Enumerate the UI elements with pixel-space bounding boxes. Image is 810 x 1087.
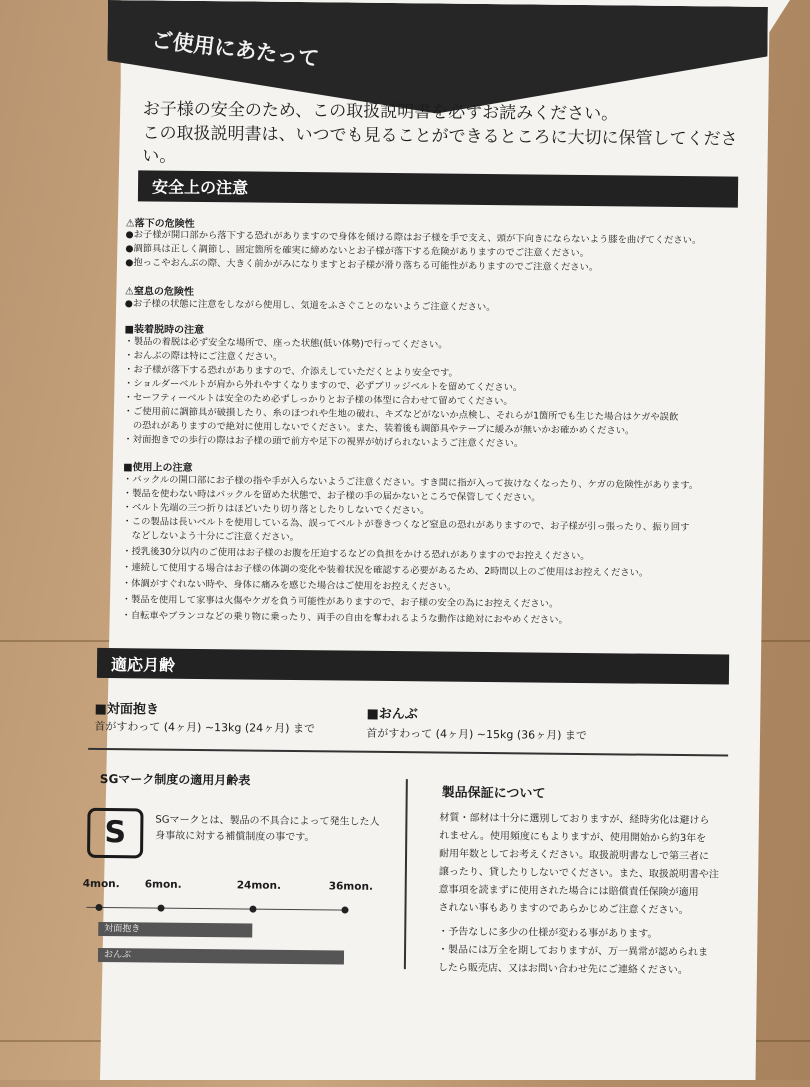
- sg-description: SGマークとは、製品の不具合によって発生した人身事故に対する補償制度の事です。: [155, 814, 380, 844]
- fall-line: ●お子様が開口部から落下する恐れがありますので身体を傾ける際はお子様を手で支え、頭が下向きにならないよう膝を曲げてください。: [125, 229, 702, 247]
- timeline-bar: 対面抱き: [98, 922, 252, 938]
- usage-line: ・バックルの開口部にお子様の指や手が入らないようご注意ください。すき間に指が入って抜けなくなったり、ケガの危険性があります。: [122, 474, 699, 492]
- header-title: ご使用にあたって: [150, 27, 321, 71]
- usage-line: ・体調がすぐれない時や、身体に痛みを感じた場合はご使用をお控えください。: [121, 578, 457, 593]
- wearing-line: ・セーフティーベルトは安全のため必ずしっかりとお子様の体型に合わせて留めてください。: [123, 392, 513, 408]
- timeline-tick-dot: [341, 906, 348, 913]
- usage-line: ・連続して使用する場合はお子様の体調の変化や装着状況を確認する必要があるため、2時間以上のご使用はお控えください。: [121, 562, 649, 579]
- timeline-tick-dot: [157, 905, 164, 912]
- wearing-line: ・おんぶの際は特にご注意ください。: [124, 350, 283, 363]
- wearing-heading: ■装着脱時の注意: [124, 324, 205, 337]
- section-title-age: 適応月齢: [97, 648, 729, 685]
- fall-heading: ⚠落下の危険性: [125, 218, 195, 230]
- warranty-line: されない事もありますのであらかじめご注意ください。: [438, 902, 689, 917]
- warranty-line: 材質・部材は十分に選別しておりますが、経時劣化は避けら: [439, 812, 710, 827]
- timeline-bar: おんぶ: [98, 948, 344, 965]
- fall-line: ●抱っこやおんぶの際、大きく前かがみになりますとお子様が滑り落ちる可能性がありますのでご注意ください。: [125, 257, 599, 274]
- timeline-tick-label: 24mon.: [236, 879, 282, 892]
- timeline-tick-label: 36mon.: [328, 880, 374, 893]
- instruction-sheet: [82, 0, 788, 1087]
- timeline-axis: [86, 907, 348, 911]
- suffocation-line: ●お子様の状態に注意をしながら使用し、気道をふさぐことのないようご注意ください。: [124, 298, 496, 314]
- divider-horizontal: [88, 748, 728, 757]
- wearing-line: ・対面抱きでの歩行の際はお子様の頭で前方や足下の視界が妨げられないようご注意ください。: [123, 434, 524, 450]
- wearing-line: ・ご使用前に調節具が破損したり、糸のほつれや生地の破れ、キズなどがないか点検し、それらが1箇所でも生じた場合はケガや誤飲: [123, 406, 679, 423]
- warranty-line: ・製品には万全を期しておりますが、万一異常が認められま: [438, 944, 709, 959]
- wearing-line: の恐れがありますので絶対に使用しないでください。また、装着後も調節具やテープに緩みが無いかお確かめください。: [123, 420, 635, 437]
- warranty-title: 製品保証について: [441, 785, 546, 802]
- wearing-line: ・お子様が落下する恐れがありますので、介添えしていただくとより安全です。: [124, 364, 458, 379]
- age-back-heading: ■おんぶ: [366, 706, 418, 723]
- age-front-heading: ■対面抱き: [94, 701, 159, 718]
- fall-line: ●調節具は正しく調節し、固定箇所を確実に締めないとお子様が落下する危険がありますのでご注意ください。: [125, 243, 590, 260]
- usage-line: ・自転車やブランコなどの乗り物に乗ったり、両手の自由を奪われるような動作は絶対におやめください。: [121, 610, 568, 626]
- usage-line: ・この製品は長いベルトを使用している為、誤ってベルトが巻きつくなど窒息の恐れがありますので、お子様が引っ張ったり、振り回す: [122, 516, 690, 534]
- intro-line: お子様の安全のため、この取扱説明書を必ずお読みください。: [142, 99, 619, 125]
- timeline-tick-dot: [95, 904, 102, 911]
- timeline-tick-label: 4mon.: [82, 877, 120, 891]
- sg-logo-icon: S: [87, 808, 144, 859]
- warranty-line: ・予告なしに多少の仕様が変わる事があります。: [438, 926, 658, 940]
- wearing-line: ・製品の着脱は必ず安全な場所で、座った状態(低い体勢)で行ってください。: [124, 336, 448, 351]
- warranty-line: したら販売店、又はお問い合わせ先にご連絡ください。: [437, 962, 688, 977]
- wearing-line: ・ショルダーベルトが肩から外れやすくなりますので、必ずブリッジベルトを留めてください。: [123, 378, 523, 394]
- usage-line: ・ベルト先端の三つ折りはほどいたり切り落としたりしないでください。: [122, 502, 430, 517]
- usage-line: ・製品を使わない時はバックルを留めた状態で、お子様の手の届かないところで保管してください。: [122, 488, 541, 504]
- age-back-text: 首がすわって (4ヶ月) ~15kg (36ヶ月) まで: [366, 726, 588, 743]
- usage-line: などしないよう十分にご注意ください。: [122, 530, 300, 544]
- usage-line: ・製品を使用して家事は火傷やケガを負う可能性がありますので、お子様の安全の為にお控えください。: [121, 594, 559, 610]
- usage-heading: ■使用上の注意: [123, 462, 193, 474]
- usage-line: ・授乳後30分以内のご使用はお子様のお腹を圧迫するなどの負担をかける恐れがありますのでお控えください。: [122, 546, 590, 563]
- timeline-tick-label: 6mon.: [144, 878, 182, 891]
- age-front-text: 首がすわって (4ヶ月) ~13kg (24ヶ月) まで: [94, 719, 316, 736]
- intro-line: この取扱説明書は、いつでも見ることができるところに大切に保管してください。: [142, 123, 738, 167]
- sg-title: SGマーク制度の適用月齢表: [99, 771, 251, 788]
- section-title-safety: 安全上の注意: [138, 170, 738, 207]
- divider-vertical: [404, 779, 408, 969]
- timeline-tick-dot: [249, 906, 256, 913]
- warranty-line: れません。使用頻度にもよりますが、使用開始から約3年を: [439, 830, 707, 845]
- warranty-line: 意事項を読まずに使用された場合には賠償責任保険が適用: [438, 884, 699, 899]
- suffocation-heading: ⚠窒息の危険性: [124, 286, 194, 298]
- warranty-line: 譲ったり、貸したりしないでください。また、取扱説明書や注: [438, 866, 719, 881]
- warranty-line: 耐用年数としてお考えください。取扱説明書なしで第三者に: [439, 848, 710, 863]
